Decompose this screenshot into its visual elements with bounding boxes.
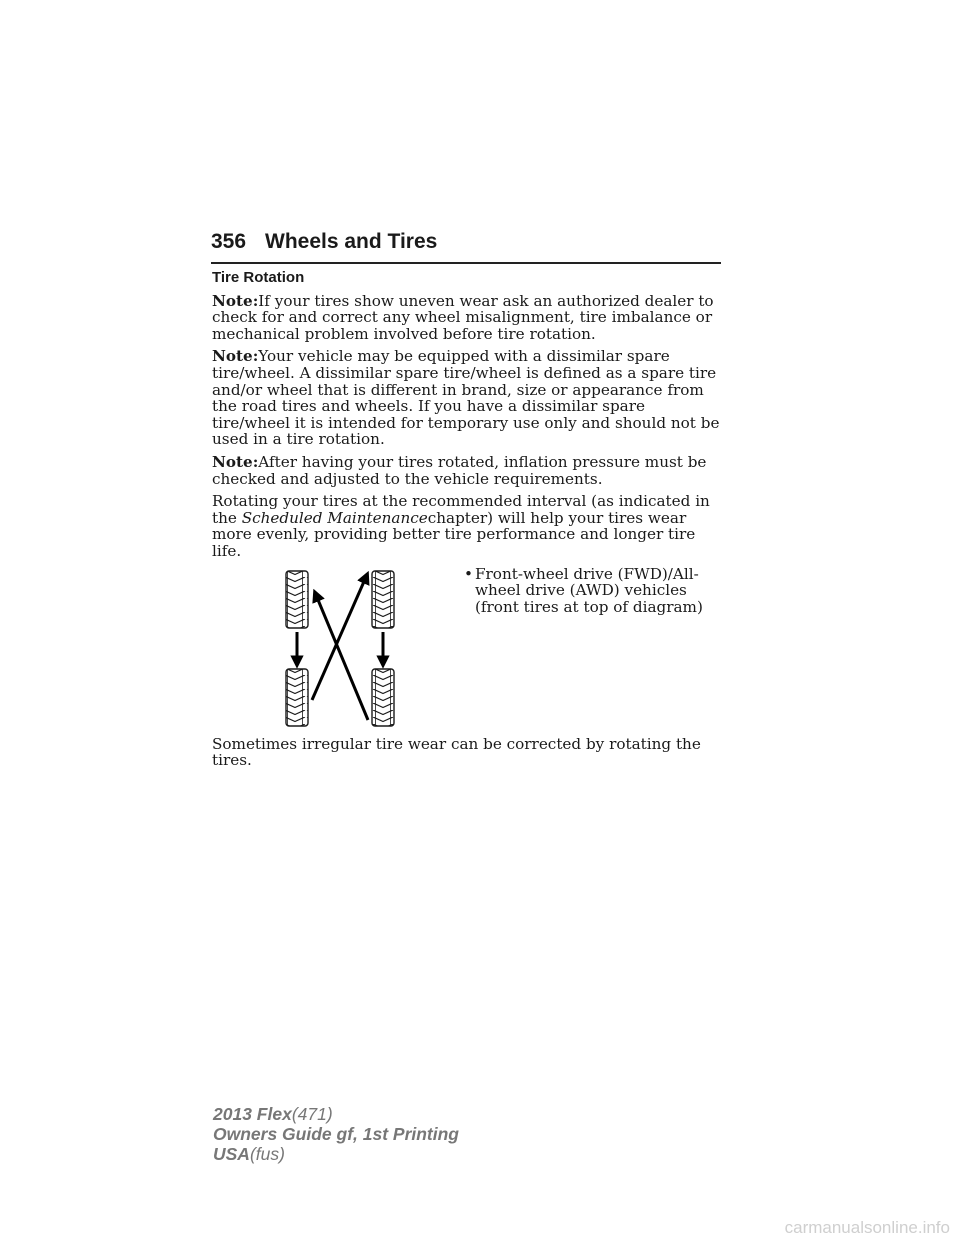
- note-dissimilar-spare: [212, 348, 722, 448]
- footer-model: 2013 Flex: [213, 1104, 292, 1124]
- tire-rotation-heading: Tire Rotation: [212, 269, 305, 286]
- note-misalignment: [212, 293, 722, 343]
- note-text: After having your tires rotated, inflation pressure must be checked and adjusted to the vehicle requirements.: [212, 452, 707, 488]
- tire-rotation-diagram: [284, 570, 396, 728]
- bullet-marker: •: [464, 564, 473, 583]
- rotation-interval-paragraph: [212, 493, 722, 559]
- tire-icon-front-right: [372, 571, 394, 628]
- bullet-text: Front-wheel drive (FWD)/All-wheel drive (AWD) vehicles (front tires at top of diagram): [475, 564, 703, 616]
- closing-paragraph: Sometimes irregular tire wear can be corrected by rotating the tires.: [212, 734, 701, 770]
- page-footer: [213, 1104, 459, 1164]
- footer-line-market: [213, 1144, 459, 1164]
- footer-market: USA: [213, 1144, 250, 1164]
- arrow-icon-cross-to-front-right: [312, 577, 366, 700]
- tire-icon-front-left: [286, 571, 308, 628]
- tire-icon-rear-left: [286, 669, 308, 726]
- footer-line-guide: [213, 1124, 459, 1144]
- rotation-figure-row: [212, 566, 722, 736]
- note-label: Note:: [212, 347, 259, 366]
- watermark: carmanualsonline.info: [784, 1218, 950, 1237]
- footer-market-code: (fus): [249, 1144, 285, 1164]
- page-body: [212, 270, 722, 775]
- rotation-text-after: chapter) will help your tires wear more evenly, providing better tire performance and longer tire life.: [212, 508, 696, 560]
- page-number: 356: [211, 230, 247, 253]
- section-title: Wheels and Tires: [265, 230, 438, 253]
- note-text: Your vehicle may be equipped with a dissimilar spare tire/wheel. A dissimilar spare tire/wheel is defined as a spare tire and/or wheel that is different in brand, size or appearance from the road tires and wheels. If you have a dissimilar spare tire/wheel it is intended for temporary use only and should not be used in a tire rotation.: [212, 347, 720, 449]
- note-inflation-pressure: [212, 454, 722, 487]
- note-label: Note:: [212, 452, 259, 471]
- fwd-awd-bullet: [464, 566, 724, 616]
- note-text: If your tires show uneven wear ask an authorized dealer to check for and correct any wheel misalignment, tire imbalance or mechanical problem involved before tire rotation.: [212, 291, 714, 343]
- tire-icon-rear-right: [372, 669, 394, 726]
- page-header: [211, 230, 721, 264]
- footer-line-model: [213, 1104, 459, 1124]
- footer-guide: Owners Guide gf, 1st Printing: [213, 1124, 459, 1144]
- arrow-icon-cross-to-front-left: [316, 595, 368, 720]
- scheduled-maintenance-reference: Scheduled Maintenance: [241, 508, 428, 527]
- footer-model-code: (471): [291, 1104, 333, 1124]
- note-label: Note:: [212, 291, 259, 310]
- rotation-text-before: Rotating your tires at the recommended interval (as indicated in the: [212, 492, 710, 527]
